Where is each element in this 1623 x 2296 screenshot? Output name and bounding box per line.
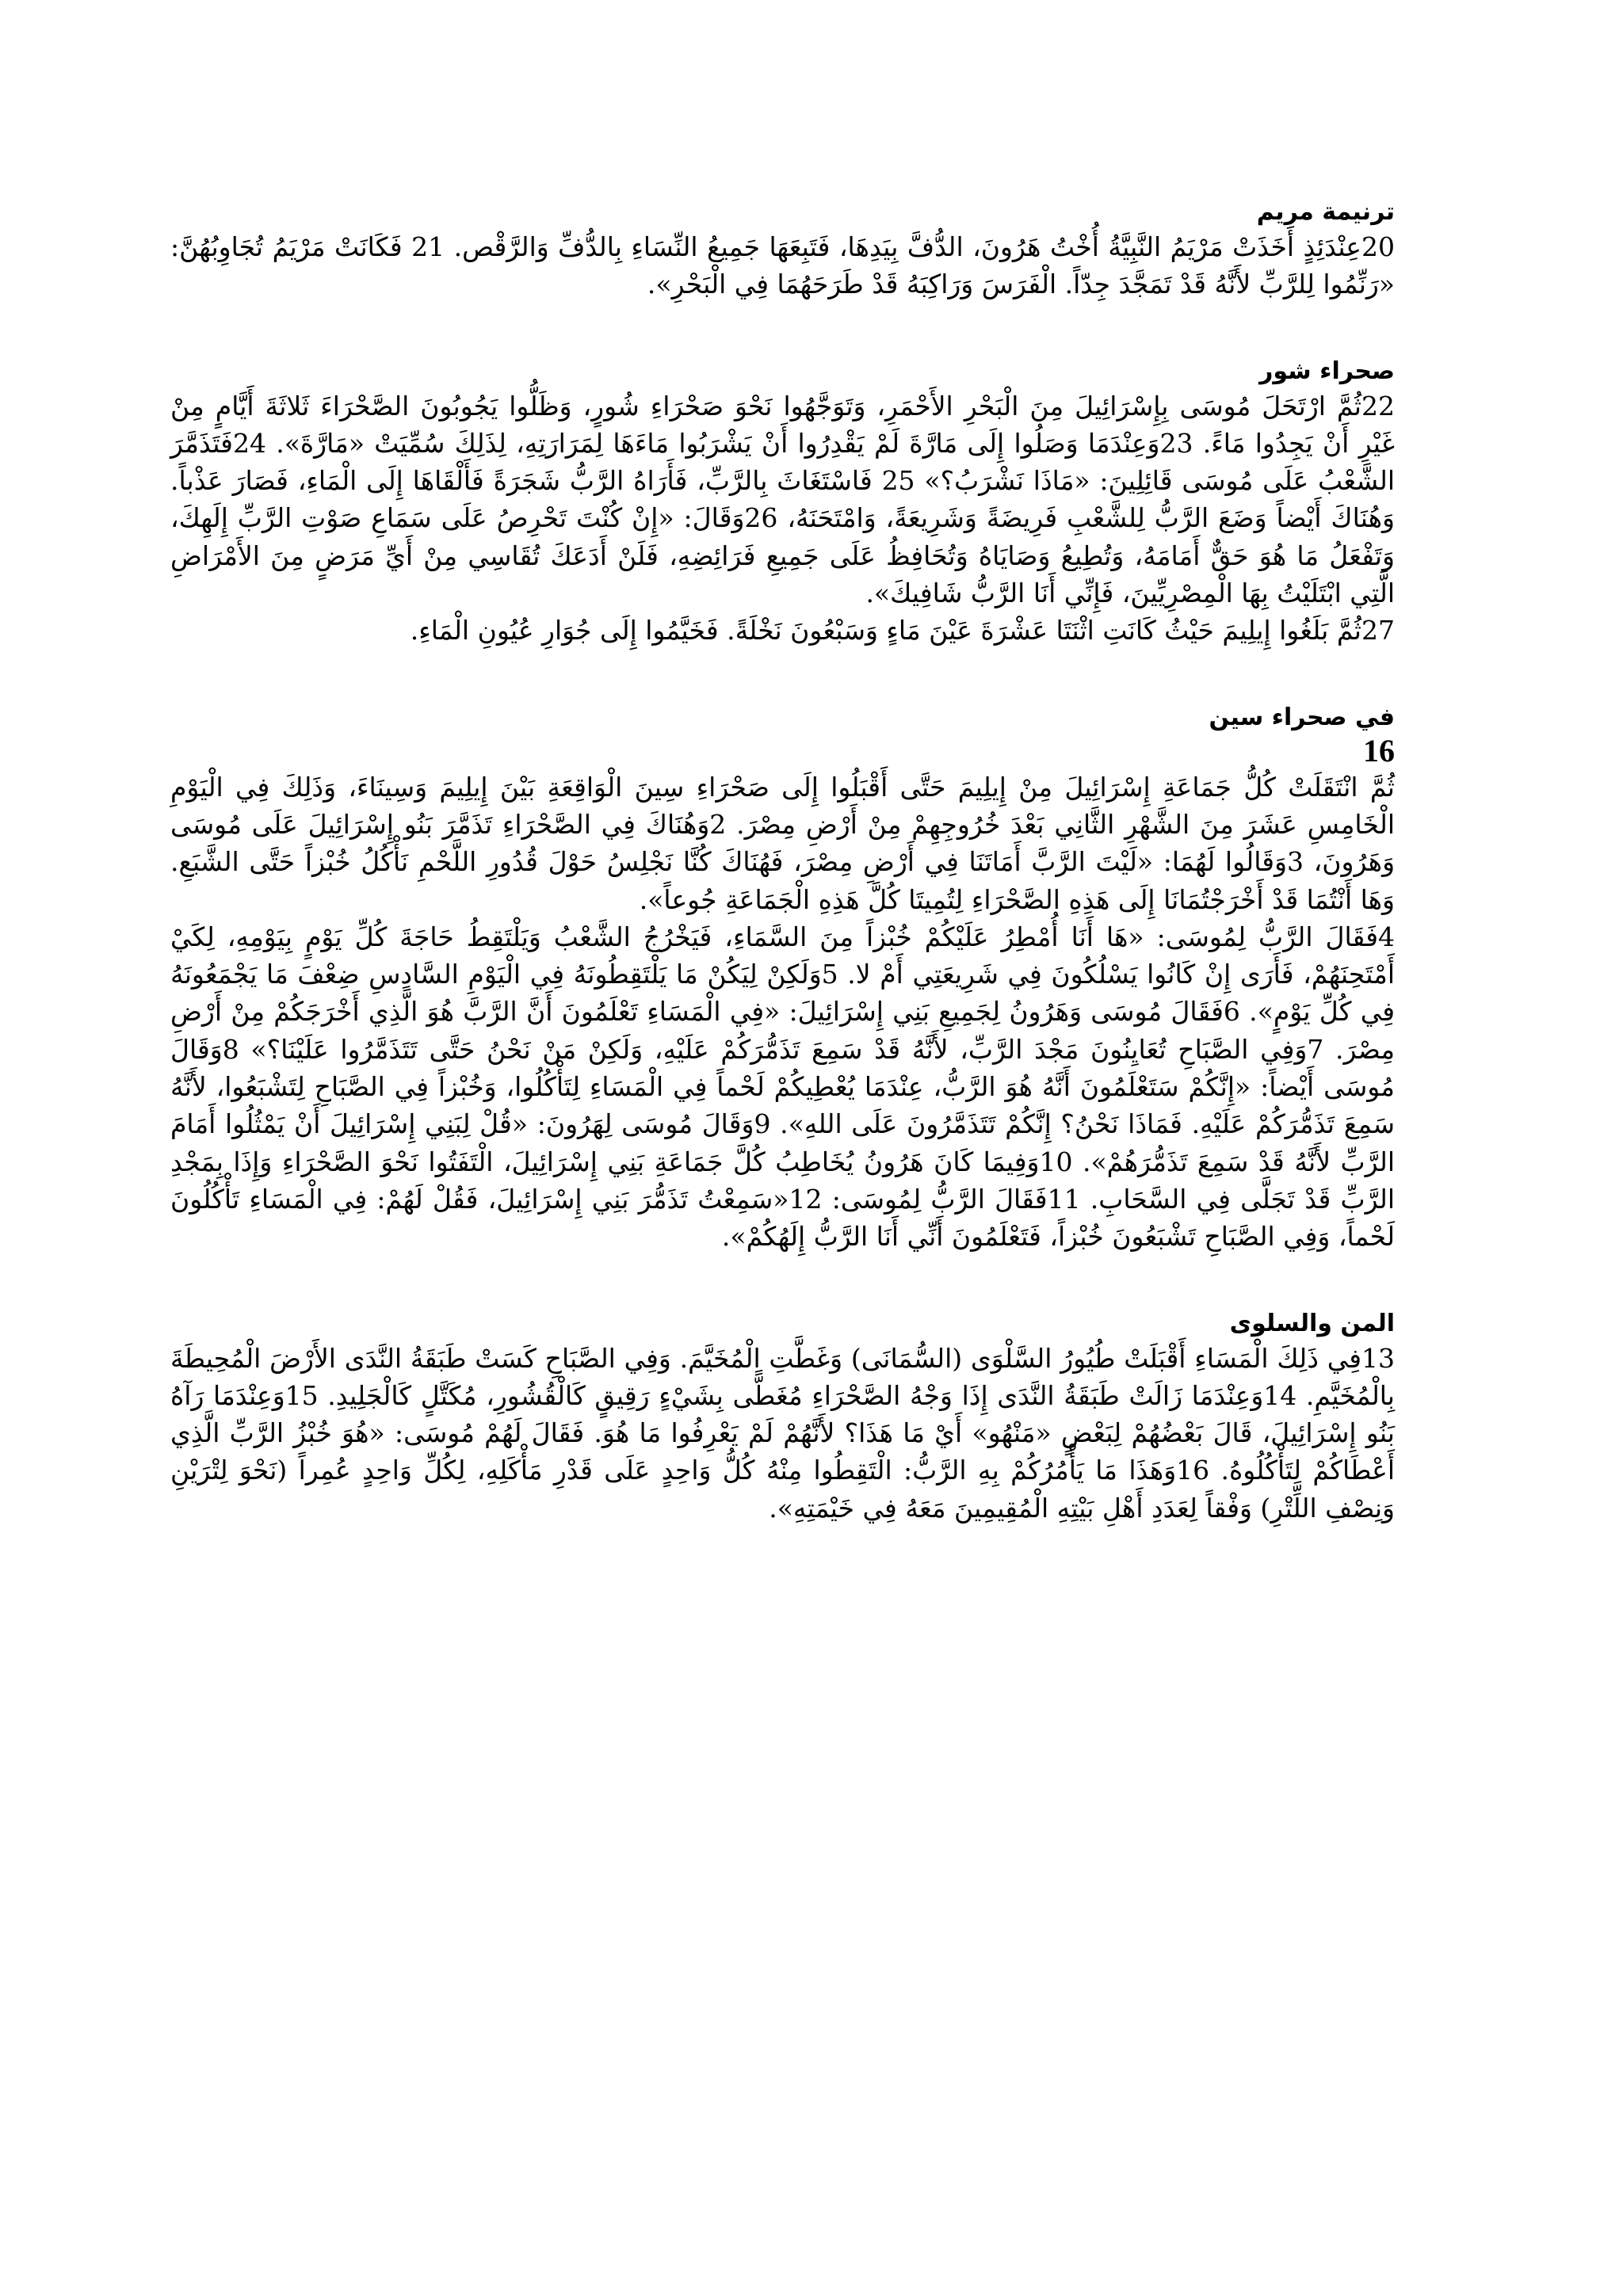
section-heading: صحراء شور [1259,357,1395,385]
paragraph: 13فِي ذَلِكَ الْمَسَاءِ أَقْبَلَتْ طُيُورُ السَّلْوَى (السُّمَانَى) وَغَطَّتِ الْمُخَيَّمَ. وَفِي الصَّبَاحِ كَسَتْ طَبَقَةُ النَّدَى الأَرْضَ الْمُحِيطَةَ بِالْمُخَيَّمِ. 14وَعِنْدَمَا زَالَتْ طَبَقَةُ النَّدَى إِذَا وَجْهُ الصَّحْرَاءِ مُغَطًّى بِشَيْءٍ رَقِيقٍ كَالْقُشُورِ، مُكَتَّلٍ كَالْجَلِيدِ. 15وَعِنْدَمَا رَآهُ بَنُو إِسْرَائِيلَ، قَالَ بَعْضُهُمْ لِبَعْضٍ «مَنْهُو» أَيْ مَا هَذَا؟ لأَنَّهُمْ لَمْ يَعْرِفُوا مَا هُوَ. فَقَالَ لَهُمْ مُوسَى: «هُوَ خُبْزُ الرَّبِّ الَّذِي أَعْطَاكُمْ لِتَأْكُلُوهُ. 16وَهَذَا مَا يَأْمُرُكُمْ بِهِ الرَّبُّ: الْتَقِطُوا مِنْهُ كُلُّ وَاحِدٍ عَلَى قَدْرِ مَأْكَلِهِ، لِكُلِّ وَاحِدٍ عُمِراً (نَحْوَ لِتْرَيْنِ وَنِصْفِ اللِّتْرِ) وَفْقاً لِعَدَدِ أَهْلِ بَيْتِهِ الْمُقِيمِينَ مَعَهُ فِي خَيْمَتِهِ». [170,1342,1395,1524]
section-miriam-song [170,196,1395,303]
section-manna-quail [170,1308,1395,1527]
chapter-number: 16 [1363,732,1395,769]
paragraph: 20عِنْدَئِذٍ أَخَذَتْ مَرْيَمُ النَّبِيَّةُ أُخْتُ هَرُونَ، الدُّفَّ بِيَدِهَا، فَتَبِعَهَا جَمِيعُ النِّسَاءِ بِالدُّفِّ وَالرَّقْص. 21 فَكَانَتْ مَرْيَمُ تُجَاوِبُهُنَّ: «رَنِّمُوا لِلرَّبِّ لأَنَّهُ قَدْ تَمَجَّدَ جِدّاً. الْفَرَسَ وَرَاكِبَهُ قَدْ طَرَحَهُمَا فِي الْبَحْرِ». [170,231,1395,300]
paragraph: 22ثُمَّ ارْتَحَلَ مُوسَى بِإِسْرَائِيلَ مِنَ الْبَحْرِ الأَحْمَرِ، وَتَوَجَّهُوا نَحْوَ صَحْرَاءِ شُورٍ، وَظَلُّوا يَجُوبُونَ الصَّحْرَاءَ ثَلاثَةَ أَيَّامٍ مِنْ غَيْرِ أَنْ يَجِدُوا مَاءً. 23وَعِنْدَمَا وَصَلُوا إِلَى مَارَّةَ لَمْ يَقْدِرُوا أَنْ يَشْرَبُوا مَاءَهَا لِمَرَارَتِهِ، لِذَلِكَ سُمِّيَتْ «مَارَّةَ». 24فَتَذَمَّرَ الشَّعْبُ عَلَى مُوسَى قَائِلِينَ: «مَاذَا نَشْرَبُ؟» 25 فَاسْتَغَاثَ بِالرَّبِّ، فَأَرَاهُ الرَّبُّ شَجَرَةً فَأَلْقَاهَا إِلَى الْمَاءِ، فَصَارَ عَذْباً. وَهُنَاكَ أَيْضاً وَضَعَ الرَّبُّ لِلشَّعْبِ فَرِيضَةً وَشَرِيعَةً، وَامْتَحَنَهُ، 26وَقَالَ: «إِنْ كُنْتَ تَحْرِصُ عَلَى سَمَاعِ صَوْتِ الرَّبِّ إِلَهِكَ، وَتَفْعَلُ مَا هُوَ حَقٌّ أَمَامَهُ، وَتُطِيعُ وَصَايَاهُ وَتُحَافِظُ عَلَى جَمِيعِ فَرَائِضِهِ، فَلَنْ أَدَعَكَ تُقَاسِي مِنْ أَيِّ مَرَضٍ مِنَ الأَمْرَاضِ الَّتِي ابْتَلَيْتُ بِهَا الْمِصْرِيِّينَ، فَإِنِّي أَنَا الرَّبُّ شَافِيكَ». [170,390,1396,609]
document-page [170,196,1395,1579]
paragraph: 4فَقَالَ الرَّبُّ لِمُوسَى: «هَا أَنَا أُمْطِرُ عَلَيْكُمْ خُبْزاً مِنَ السَّمَاءِ، فَيَخْرُجُ الشَّعْبُ وَيَلْتَقِطُ حَاجَةَ كُلِّ يَوْمٍ بِيَوْمِهِ، لِكَيْ أَمْتَحِنَهُمْ، فَأَرَى إِنْ كَانُوا يَسْلُكُونَ فِي شَرِيعَتِي أَمْ لا. 5وَلَكِنْ لِيَكُنْ مَا يَلْتَقِطُونَهُ فِي الْيَوْمِ السَّادِسِ ضِعْفَ مَا يَجْمَعُونَهُ فِي كُلِّ يَوْمٍ». 6فَقَالَ مُوسَى وَهَرُونُ لِجَمِيعِ بَنِي إِسْرَائِيلَ: «فِي الْمَسَاءِ تَعْلَمُونَ أَنَّ الرَّبَّ هُوَ الَّذِي أَخْرَجَكُمْ مِنْ أَرْضِ مِصْرَ. 7وَفِي الصَّبَاحِ تُعَايِنُونَ مَجْدَ الرَّبِّ، لأَنَّهُ قَدْ سَمِعَ تَذَمُّرَكُمْ عَلَيْهِ، وَلَكِنْ مَنْ نَحْنُ حَتَّى تَتَذَمَّرُوا عَلَيْنَا؟» 8وَقَالَ مُوسَى أَيْضاً: «إِنَّكُمْ سَتَعْلَمُونَ أَنَّهُ هُوَ الرَّبُّ، عِنْدَمَا يُعْطِيكُمْ لَحْماً فِي الْمَسَاءِ لِتَأْكُلُوا، وَخُبْزاً فِي الصَّبَاحِ لِتَشْبَعُوا، لأَنَّهُ سَمِعَ تَذَمُّرَكُمْ عَلَيْهِ. فَمَاذَا نَحْنُ؟ إِنَّكُمْ تَتَذَمَّرُونَ عَلَى اللهِ». 9وَقَالَ مُوسَى لِهَرُونَ: «قُلْ لِبَنِي إِسْرَائِيلَ أَنْ يَمْثُلُوا أَمَامَ الرَّبِّ لأَنَّهُ قَدْ سَمِعَ تَذَمُّرَهُمْ». 10وَفِيمَا كَانَ هَرُونُ يُخَاطِبُ كُلَّ جَمَاعَةِ بَنِي إِسْرَائِيلَ، الْتَفَتُوا نَحْوَ الصَّحْرَاءِ وَإِذَا بِمَجْدِ الرَّبِّ قَدْ تَجَلَّى فِي السَّحَابِ. 11فَقَالَ الرَّبُّ لِمُوسَى: 12«سَمِعْتُ تَذَمُّرَ بَنِي إِسْرَائِيلَ، فَقُلْ لَهُمْ: فِي الْمَسَاءِ تَأْكُلُونَ لَحْماً، وَفِي الصَّبَاحِ تَشْبَعُونَ خُبْزاً، فَتَعْلَمُونَ أَنِّي أَنَا الرَّبُّ إِلَهُكُمْ». [170,921,1396,1253]
paragraph: 27ثُمَّ بَلَغُوا إِيلِيمَ حَيْثُ كَانَتِ اثْنَتَا عَشْرَةَ عَيْنَ مَاءٍ وَسَبْعُونَ نَخْلَةً. فَخَيَّمُوا إِلَى جُوَارِ عُيُونِ الْمَاءِ. [410,615,1395,646]
section-shur-desert [170,356,1395,650]
section-heading: ترنيمة مريم [1256,198,1395,226]
section-heading: في صحراء سين [1209,703,1395,731]
section-heading: المن والسلوى [1229,1309,1395,1337]
paragraph: ثُمَّ انْتَقَلَتْ كُلُّ جَمَاعَةِ إِسْرَائِيلَ مِنْ إِيلِيمَ حَتَّى أَقْبَلُوا إِلَى صَحْرَاءِ سِينَ الْوَاقِعَةِ بَيْنَ إِيلِيمَ وَسِينَاءَ، وَذَلِكَ فِي الْيَوْمِ الْخَامِسِ عَشَرَ مِنَ الشَّهْرِ الثَّانِي بَعْدَ خُرُوجِهِمْ مِنْ أَرْضِ مِصْرَ. 2وَهُنَاكَ فِي الصَّحْرَاءِ تَذَمَّرَ بَنُو إِسْرَائِيلَ عَلَى مُوسَى وَهَرُونَ، 3وَقَالُوا لَهُمَا: «لَيْتَ الرَّبَّ أَمَاتَنَا فِي أَرْضِ مِصْرَ، فَهُنَاكَ كُنَّا نَجْلِسُ حَوْلَ قُدُورِ اللَّحْمِ نَأْكُلُ خُبْزاً حَتَّى الشَّبَعِ. وَهَا أَنْتُمَا قَدْ أَخْرَجْتُمَانَا إِلَى هَذِهِ الصَّحْرَاءِ لِتُمِيتَا كُلَّ هَذِهِ الْجَمَاعَةِ جُوعاً». [170,771,1396,915]
section-sin-desert [170,702,1395,1256]
